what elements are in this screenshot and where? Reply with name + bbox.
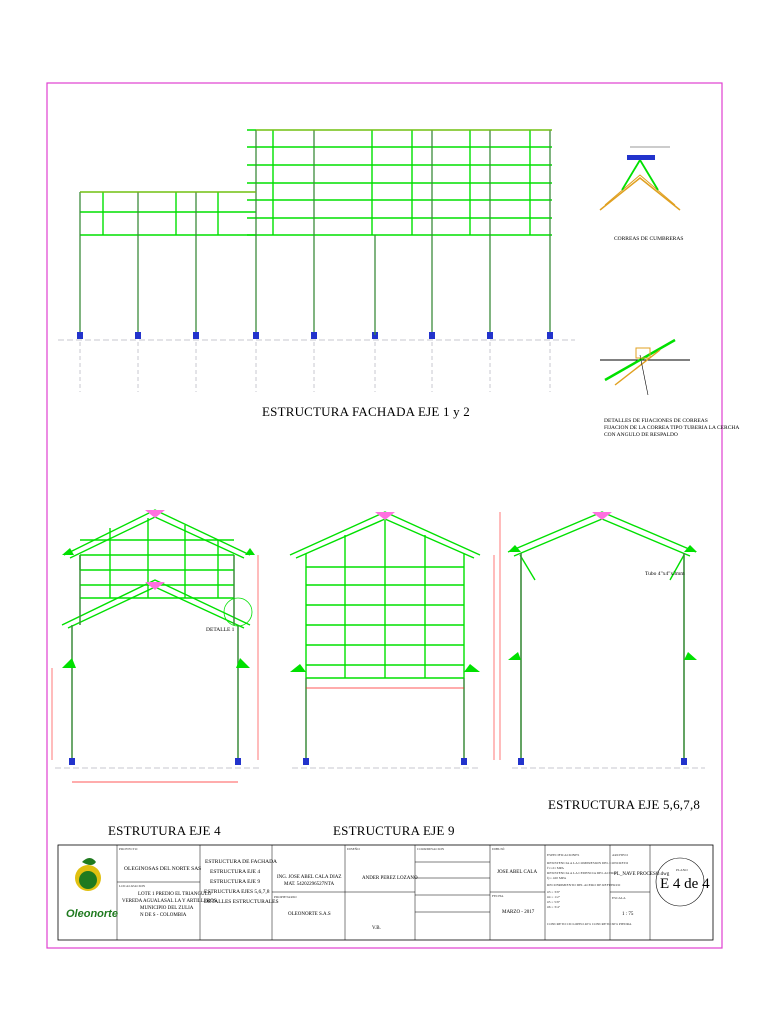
spec-9: #6 = 3/4" [547,905,561,909]
escala-header: ESCALA [612,896,626,900]
plano-value: E 4 de 4 [660,876,710,892]
detalle-label: DETALLE 1 [206,627,235,633]
spec-header: ESPECIFICACIONES [547,853,580,857]
cumbrera-caption: CORREAS DE CUMBRERAS [614,236,684,242]
spec-8: #5 = 5/8" [547,900,561,904]
contenido-line-3: ESTRUCTURA EJE 9 [210,879,261,885]
oleonorte-logo-mark [75,858,101,891]
dibujo-header: DIBUJÓ [492,847,505,851]
propietario-header: PROPIETARIO [274,895,297,899]
elevation-eje-4 [52,510,260,782]
propietario-value: OLEONORTE S.A.S [288,912,331,917]
dibujo-value: JOSE ABEL CALA [497,870,538,875]
proyecto-value: OLEGINOSAS DEL NORTE SAS [124,866,202,872]
ubicacion-line-2: VEREDA AGUALASAL LA Y ARTILLEROS [122,899,217,904]
eje9-title: ESTRUCTURA EJE 9 [333,823,455,838]
elevation-eje-5-6-7-8 [500,512,705,768]
disenador-header: DISEÑO [347,847,360,851]
proyecto-header: PROYECTO [119,847,138,851]
contenido-line-5: DETALLES ESTRUCTURALES [204,899,279,905]
contenido-line-2: ESTRUCTURA EJE 4 [210,869,261,875]
detail-fijacion [600,340,690,395]
eje4-title: ESTRUTURA EJE 4 [108,823,221,838]
ubicacion-line-4: N DE S - COLOMBIA [140,913,187,918]
archivo-value: PL_NAVE PROCESO.dwg [614,872,670,877]
archivo-header: ARCHIVO [612,853,628,857]
tubo-label: Tubo 4"x4"x3mm [645,571,685,577]
ubicacion-header: LOCALIZACION [119,884,146,888]
detail-cumbrera [600,147,680,210]
escala-value: 1 : 75 [622,912,634,917]
spec-6: #3 = 3/8" [547,890,561,894]
spec-3: RESISTENCIA A LA CEDENCIA DEL ACERO [547,871,617,875]
contenido-line-1: ESTRUCTURA DE FACHADA [205,859,278,865]
plano-header: PLANO [676,868,688,872]
spec-10: CONCRETO CICLOPEO 40% CONCRETO 60% PIEDRA [547,922,632,926]
vobo-label: V.B. [372,926,381,931]
ubicacion-line-1: LOTE 1 PREDIO EL TRIANGULO [138,892,212,897]
fecha-value: MARZO - 2017 [502,910,535,915]
facade-title: ESTRUCTURA FACHADA EJE 1 y 2 [262,404,470,419]
spec-2: f'c=21 MPA [547,866,564,870]
fixation-note-1: DETALLES DE FIJACIONES DE CORREAS [604,418,708,424]
spec-4: fy= 420 MPA [547,876,567,880]
eje5678-title: ESTRUCTURA EJE 5,6,7,8 [548,797,701,812]
facade-eje-1-2 [58,130,575,392]
fecha-header: FECHA [492,894,504,898]
ingeniero-name: ING. JOSE ABEL CALA DIAZ [277,875,342,880]
coordinacion-header: COORDINACION [417,847,445,851]
fixation-note-2: FIJACION DE LA CORREA TIPO TUBERIA LA CERCHA [604,425,740,431]
oleonorte-logo-text: Oleonorte [66,908,118,920]
elevation-eje-9 [290,512,494,768]
disenador-value: ANDER PEREZ LOZANO [362,876,418,881]
fixation-note-3: CON ANGULO DE RESPALDO [604,432,678,438]
contenido-line-4: ESTRUCTURA EJES 5,6,7,8 [204,889,270,895]
spec-1: RESISTENCIA A LA COMPRESION DEL CONCRETO [547,861,629,865]
ubicacion-line-3: MUNICIPIO DEL ZULIA [140,906,194,911]
spec-5: RECUBRIMIENTO DEL ACERO DE REFUERZO [547,883,621,887]
spec-7: #4 = 1/2" [547,895,561,899]
ingeniero-mat: MAT. 54202296527NTA [284,882,335,887]
